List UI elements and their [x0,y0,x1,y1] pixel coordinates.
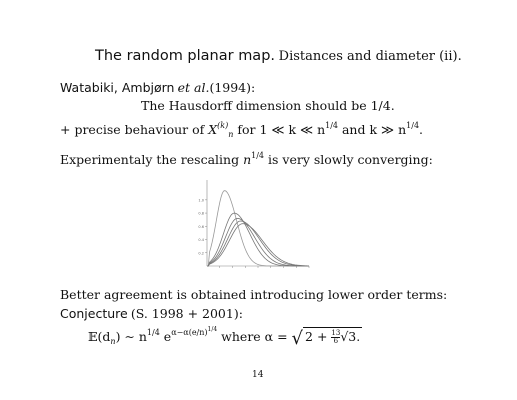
precise-lead: + precise behaviour of [60,122,205,137]
plot-curves [207,191,309,266]
y-tick-label: 1.0 [198,198,204,203]
hausdorff-statement: The Hausdorff dimension should be 1/4. [141,98,395,113]
conjecture-line [60,306,243,322]
precise-and: and [341,122,366,137]
experimental-pre: Experimentaly the rescaling [60,152,240,167]
distance-distribution-plot [193,176,313,272]
experimental-post: is very slowly converging: [268,152,433,167]
conjecture-ref: (S. 1998 + 2001): [130,306,243,321]
series-curve [207,213,309,266]
citation-authors: Watabiki, Ambjørn [60,80,175,95]
precise-behaviour-line [60,122,423,137]
series-curve [207,218,309,266]
formula-exp: $e^{\alpha-\alpha(e/n)^{1/4}}$ [163,326,218,344]
title-sub: Distances and diameter (ii). [278,49,462,64]
page-number: 14 [252,370,264,380]
y-tick-label: 0.2 [198,251,204,256]
experimental-n: n [243,152,252,167]
citation-etal: et al. [177,80,210,95]
precise-cond2: k ≫ $n^{1/4}$. [369,121,424,137]
formula-fraction: $\frac{13}{6}$ [331,329,341,345]
experimental-exp: 1/4 [251,151,265,160]
y-tick-label: 0.4 [198,238,204,243]
citation-year: (1994): [209,80,256,95]
citation-line [60,80,255,96]
title-main: The random planar map. [95,48,276,64]
precise-var: $X^{(k)}_n$ [208,121,234,139]
y-tick-label: 0.8 [198,211,204,216]
slide-title [95,48,462,65]
formula-lhs: $𝔼(d_n)$ ∼ $n^{1/4}$ [88,328,160,346]
formula-where: where α = [221,329,288,344]
precise-cond1: for 1 ≪ k ≪ $n^{1/4}$ [237,121,338,137]
sqrt-radical-icon: √ [291,328,304,349]
formula-radicand: 2 + $\frac{13}{6}$ √3. [305,329,361,345]
experimental-line [60,152,433,167]
conjecture-word: Conjecture [60,306,128,321]
y-tick-label: 0.6 [198,224,204,229]
conjecture-formula [88,327,362,349]
series-curve [207,191,309,266]
better-agreement-line: Better agreement is obtained introducing lower order terms: [60,287,448,302]
